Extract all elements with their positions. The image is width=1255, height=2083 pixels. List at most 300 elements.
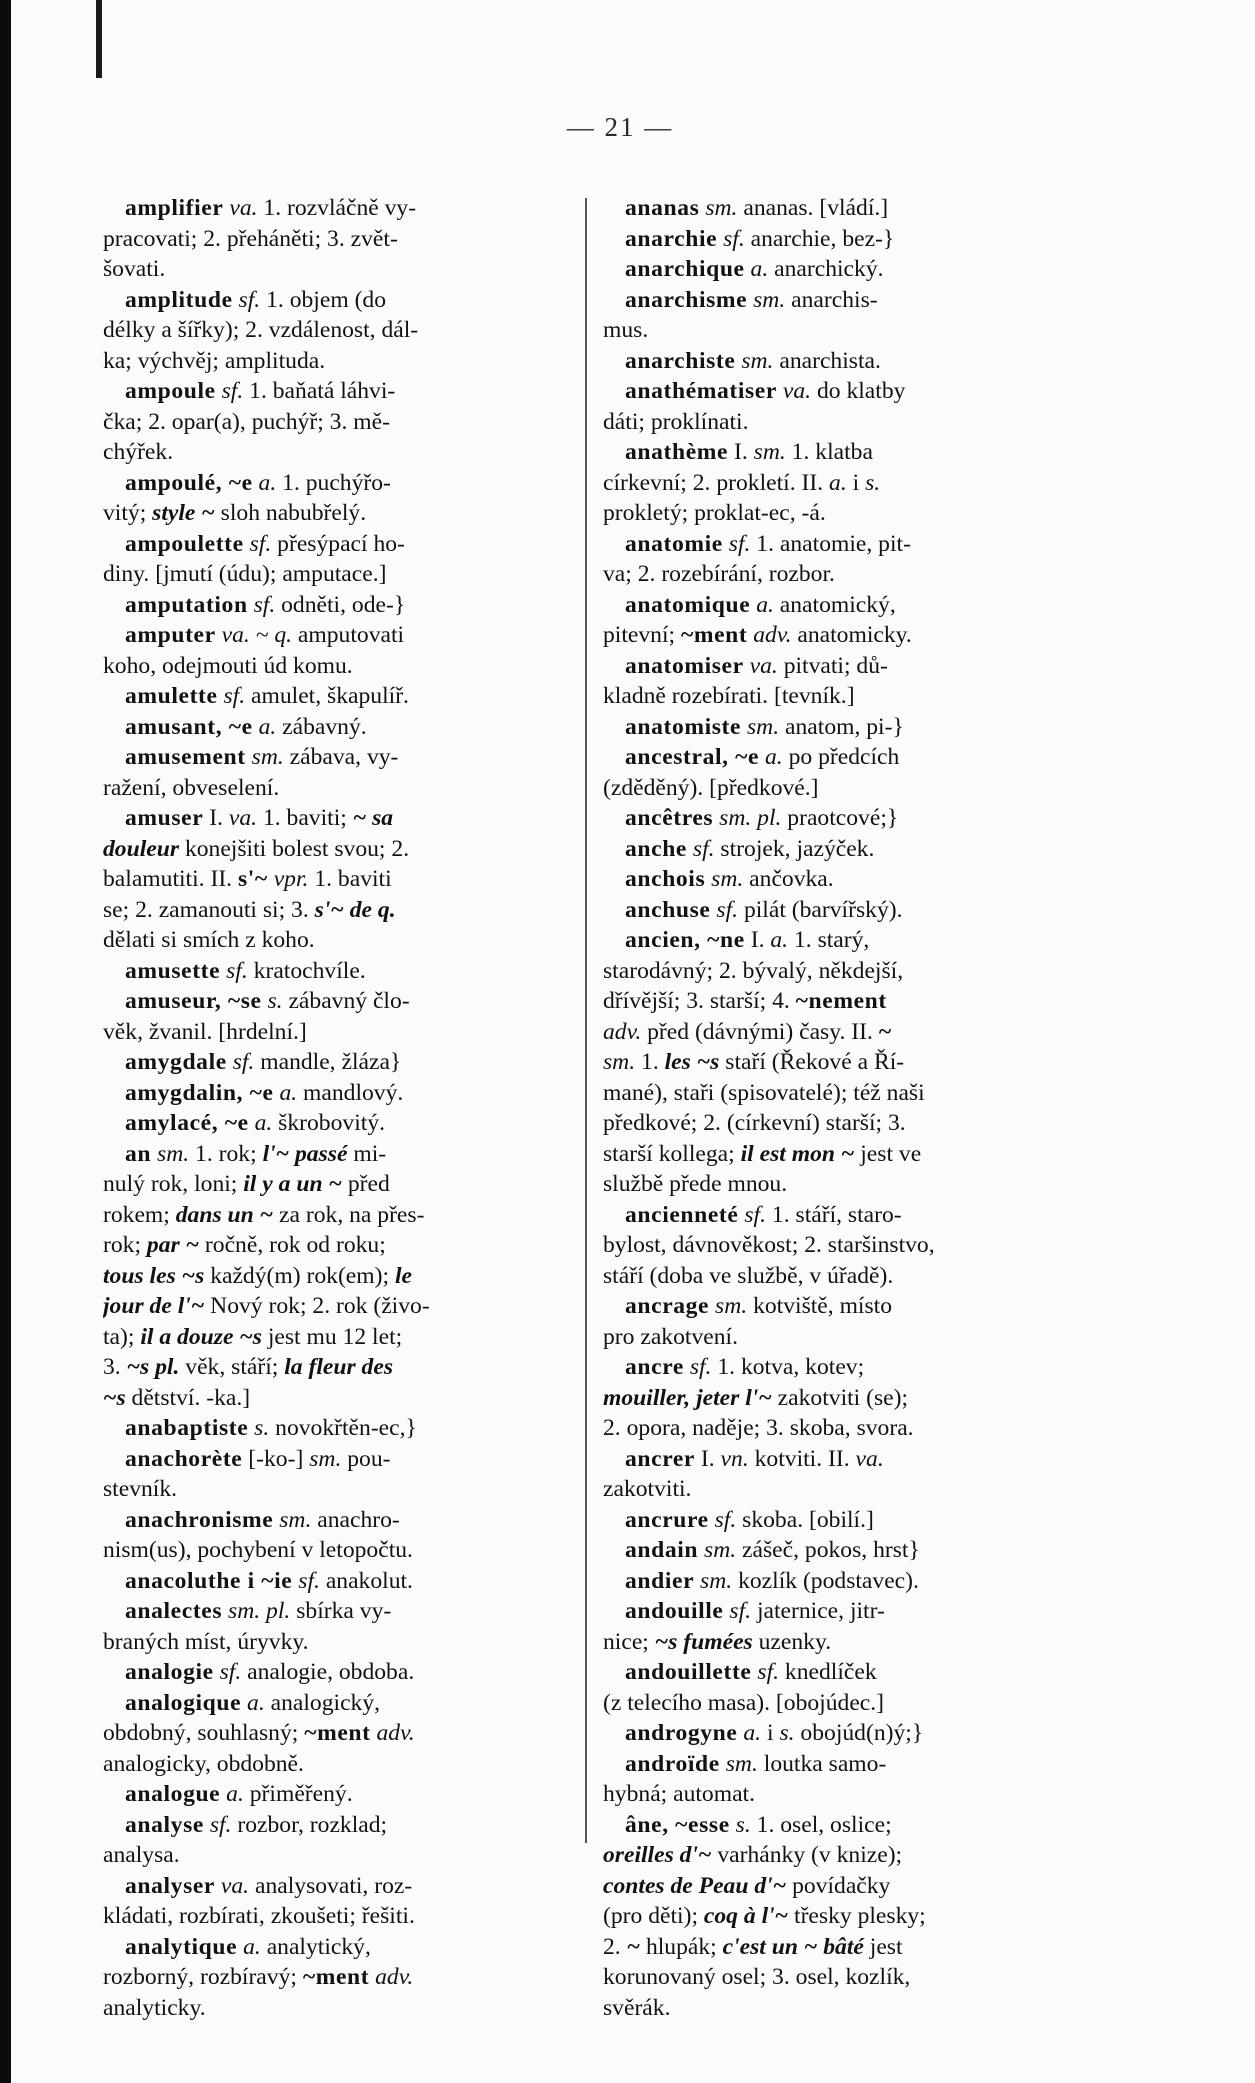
headword: androïde — [625, 1750, 720, 1777]
definition-text: odněti, ode-} — [275, 591, 406, 618]
definition-text: každý(m) rok(em); — [204, 1262, 395, 1289]
definition-text: do klatby — [811, 378, 906, 404]
definition-text: (zděděný). [předkové.] — [603, 774, 819, 801]
grammar-label: sm. — [747, 286, 786, 313]
phrase: mouiller, jeter l'~ — [603, 1384, 772, 1411]
definition-text: věk, žvanil. [hrdelní.] — [103, 1018, 307, 1045]
entry-continuation-line — [603, 407, 1049, 438]
grammar-label: a. — [220, 1781, 244, 1807]
definition-text: zábava, vy- — [283, 744, 399, 770]
entry-line — [603, 651, 1049, 682]
left-column — [103, 193, 549, 2023]
entry-continuation-line — [103, 864, 549, 895]
grammar-label: sf. — [723, 1598, 752, 1624]
grammar-label: adv. — [370, 1720, 415, 1746]
grammar-label: s. — [865, 469, 881, 496]
headword: amuseur, ~se — [125, 988, 262, 1014]
entry-continuation-line — [603, 1474, 1049, 1505]
definition-text: dětství. -ka.] — [125, 1384, 251, 1411]
definition-text: analytický, — [260, 1933, 371, 1960]
entry-line — [603, 254, 1049, 285]
grammar-label: sm. pl. — [713, 805, 782, 831]
headword: anatomique — [625, 591, 751, 618]
entry-line — [103, 742, 549, 773]
definition-text: loutka samo- — [757, 1750, 887, 1777]
definition-text: I. — [744, 927, 771, 953]
grammar-label: sf. — [292, 1567, 320, 1594]
entry-line — [603, 864, 1049, 895]
definition-text: dřívější; 3. starší; 4. — [603, 988, 796, 1014]
definition-text: rok; — [103, 1232, 147, 1258]
definition-text: analysa. — [103, 1842, 180, 1868]
definition-text: koho, odejmouti úd komu. — [103, 652, 353, 679]
grammar-label: sm. — [273, 1506, 312, 1533]
entry-continuation-line — [103, 773, 549, 804]
entry-continuation-line — [103, 1535, 549, 1566]
grammar-label: adv. — [369, 1964, 414, 1990]
definition-text: pou- — [341, 1445, 391, 1472]
definition-text: analogie, obdoba. — [241, 1659, 415, 1685]
grammar-label: sf. — [686, 835, 715, 862]
definition-text: ročně, rok od roku; — [199, 1232, 386, 1258]
entry-line — [603, 1596, 1049, 1627]
headword: andain — [625, 1537, 699, 1563]
definition-text: čka; 2. opar(a), puchýř; 3. mě- — [103, 408, 390, 435]
headword: amplitude — [125, 286, 233, 313]
entry-line — [603, 1291, 1049, 1322]
definition-text: 1. baňatá láhvi- — [243, 378, 396, 404]
definition-text: zábavný. — [276, 713, 367, 740]
entry-continuation-line — [603, 1169, 1049, 1200]
grammar-label: a. — [737, 1720, 762, 1746]
definition-text: starodávný; 2. bývalý, někdejší, — [603, 957, 904, 984]
definition-text: po předcích — [782, 744, 900, 770]
definition-text: přiměřený. — [243, 1781, 353, 1807]
definition-text: pro zakotvení. — [603, 1323, 738, 1350]
definition-text: sloh nabubřelý. — [214, 500, 367, 526]
headword: ancienneté — [625, 1201, 739, 1228]
headword: ~ment — [304, 1720, 371, 1746]
definition-text: ta); — [103, 1323, 141, 1350]
entry-line — [603, 803, 1049, 834]
entry-line — [603, 1718, 1049, 1749]
grammar-label: sf. — [738, 1201, 767, 1228]
definition-text: službě přede mnou. — [603, 1171, 788, 1197]
definition-text: chýřek. — [103, 439, 174, 465]
entry-line — [103, 590, 549, 621]
grammar-label: sm. — [698, 1537, 737, 1563]
entry-continuation-line — [103, 1017, 549, 1048]
headword: analyser — [125, 1872, 215, 1899]
headword: andouille — [625, 1598, 724, 1624]
phrase: ~ — [626, 1933, 641, 1960]
definition-text: třesky plesky; — [788, 1903, 926, 1929]
entry-line — [603, 193, 1049, 224]
entry-line — [603, 712, 1049, 743]
entry-continuation-line — [603, 1139, 1049, 1170]
definition-text: (pro děti); — [603, 1903, 704, 1929]
headword: anchuse — [625, 896, 711, 923]
grammar-label: vpr. — [267, 866, 309, 892]
definition-text: uzenky. — [752, 1628, 832, 1655]
definition-text: 3. — [103, 1354, 127, 1380]
entry-line — [103, 681, 549, 712]
entry-line — [603, 1535, 1049, 1566]
entry-continuation-line — [603, 1413, 1049, 1444]
headword: ancien, ~ne — [625, 927, 745, 953]
definition-text: 1. rok; — [189, 1140, 263, 1167]
grammar-label: sm. — [694, 1567, 733, 1594]
definition-text: kotviti. II. — [748, 1445, 856, 1472]
headword: ancrage — [625, 1293, 710, 1319]
grammar-label: sm. — [151, 1140, 190, 1167]
grammar-label: va. — [776, 378, 812, 404]
grammar-label: a. — [241, 1689, 265, 1716]
entry-line — [103, 1688, 549, 1719]
headword: anatomie — [625, 530, 723, 557]
definition-text: anatom, pi-} — [779, 713, 904, 740]
definition-text: 1. — [635, 1049, 665, 1075]
headword: ~ment — [302, 1964, 370, 1990]
definition-text: církevní; 2. prokletí. II. — [603, 469, 830, 496]
column-divider — [585, 198, 587, 1843]
definition-text: vitý; — [103, 500, 153, 526]
headword: anathème — [625, 439, 729, 465]
entry-continuation-line — [603, 681, 1049, 712]
entry-line — [103, 376, 549, 407]
definition-text: balamutiti. II. — [103, 866, 238, 892]
definition-text: svěrák. — [603, 1994, 671, 2021]
definition-text: analogický, — [264, 1689, 381, 1716]
headword: s'~ — [237, 866, 268, 892]
definition-text: stevník. — [103, 1476, 178, 1502]
definition-text: mané), staři (spisovatelé); též naši — [603, 1079, 925, 1106]
scan-mark — [96, 0, 102, 78]
definition-text: analyticky. — [103, 1994, 206, 2021]
headword: anathématiser — [625, 378, 777, 404]
definition-text: 1. objem (do — [260, 286, 387, 313]
entry-continuation-line — [603, 1932, 1049, 1963]
grammar-label: sm. pl. — [222, 1598, 291, 1624]
headword: ancestral, ~e — [625, 744, 760, 770]
headword: anarchie — [625, 225, 718, 252]
headword: amygdalin, ~e — [125, 1079, 274, 1106]
definition-text: zakotviti (se); — [771, 1384, 909, 1411]
grammar-label: sm. — [709, 1293, 748, 1319]
definition-text: ančovka. — [743, 866, 834, 892]
headword: ~ — [878, 1018, 892, 1045]
headword: androgyne — [625, 1720, 738, 1746]
definition-text: před (dávnými) časy. II. — [641, 1018, 879, 1045]
entry-continuation-line — [103, 1901, 549, 1932]
entry-line — [103, 620, 549, 651]
definition-text: skoba. [obilí.] — [736, 1506, 874, 1533]
headword: anchois — [625, 866, 706, 892]
page-number: — 21 — — [566, 112, 674, 142]
grammar-label: sm. — [309, 1445, 342, 1472]
definition-text: 1. klatba — [785, 439, 873, 465]
entry-continuation-line — [103, 1261, 549, 1292]
definition-text: 1. starý, — [788, 927, 870, 953]
entry-continuation-line — [103, 1200, 549, 1231]
headword: amusement — [125, 744, 246, 770]
definition-text: anatomicky. — [791, 622, 912, 648]
definition-text: anachro- — [311, 1506, 400, 1533]
headword: analogique — [125, 1689, 242, 1716]
definition-text: amulet, škapulíř. — [245, 683, 409, 709]
entry-line — [103, 803, 549, 834]
definition-text: 1. anatomie, pit- — [750, 530, 911, 557]
grammar-label: sf. — [717, 225, 745, 252]
entry-continuation-line — [603, 1840, 1049, 1871]
definition-text: před — [341, 1171, 390, 1197]
definition-text: dáti; proklínati. — [603, 408, 749, 435]
entry-continuation-line — [103, 1352, 549, 1383]
entry-line — [103, 468, 549, 499]
entry-continuation-line — [103, 346, 549, 377]
definition-text: I. — [694, 1445, 721, 1472]
definition-text: rozborný, rozbíravý; — [103, 1964, 303, 1990]
entry-line — [103, 712, 549, 743]
grammar-label: sf. — [247, 591, 276, 618]
entry-continuation-line — [603, 559, 1049, 590]
grammar-label: a. — [750, 591, 774, 618]
definition-text: jest — [863, 1933, 903, 1960]
headword: anachorète — [125, 1445, 243, 1472]
entry-line — [603, 1200, 1049, 1231]
entry-continuation-line — [603, 1230, 1049, 1261]
headword: anachronisme — [125, 1506, 274, 1533]
definition-text: kratochvíle. — [247, 957, 366, 984]
entry-continuation-line — [103, 559, 549, 590]
grammar-label: sm. — [753, 439, 786, 465]
entry-line — [603, 590, 1049, 621]
definition-text: škrobovitý. — [272, 1110, 386, 1136]
definition-text: pitvati; dů- — [777, 652, 888, 679]
entry-continuation-line — [603, 1688, 1049, 1719]
headword: amusette — [125, 957, 221, 984]
definition-text: i — [761, 1720, 780, 1746]
definition-text: anakolut. — [319, 1567, 413, 1594]
entry-line — [103, 1139, 549, 1170]
grammar-label: adv. — [603, 1018, 642, 1045]
definition-text: Nový rok; 2. rok (živo- — [204, 1293, 430, 1319]
entry-continuation-line — [103, 1962, 549, 1993]
entry-continuation-line — [103, 407, 549, 438]
definition-text: strojek, jazýček. — [714, 835, 875, 862]
headword: an — [125, 1140, 152, 1167]
grammar-label: adv. — [747, 622, 792, 648]
headword: anarchisme — [625, 286, 748, 313]
phrase: par ~ — [146, 1232, 200, 1258]
headword: amputer — [125, 622, 216, 648]
headword: ~ment — [680, 622, 748, 648]
definition-text: diny. [jmutí (údu); amputace.] — [103, 561, 387, 587]
definition-text: hlupák; — [640, 1933, 723, 1960]
grammar-label: vn. — [720, 1445, 749, 1472]
definition-text: 2. opora, naděje; 3. skoba, svora. — [603, 1415, 914, 1441]
definition-text: kladně rozebírati. [tevník.] — [603, 683, 855, 709]
entry-continuation-line — [103, 254, 549, 285]
definition-text: se; 2. zamanouti si; 3. — [103, 896, 315, 923]
definition-text: varhánky (v knize); — [711, 1842, 903, 1868]
headword: analogue — [125, 1781, 221, 1807]
grammar-label: a. — [237, 1933, 261, 1960]
entry-continuation-line — [603, 956, 1049, 987]
entry-continuation-line — [103, 1749, 549, 1780]
entry-line — [603, 529, 1049, 560]
definition-text: zášeč, pokos, hrst} — [736, 1537, 920, 1563]
entry-line — [103, 1078, 549, 1109]
definition-text: ka; výchvěj; amplituda. — [103, 347, 326, 374]
grammar-label: va. — [228, 805, 258, 831]
grammar-label: s. — [248, 1415, 270, 1441]
grammar-label: va. ~ q. — [215, 622, 293, 648]
grammar-label: sf. — [215, 378, 244, 404]
definition-text: ananas. [vládí.] — [737, 195, 889, 221]
headword: anarchique — [625, 256, 745, 282]
definition-text: šovati. — [103, 256, 166, 282]
definition-text: analogicky, obdobně. — [103, 1750, 304, 1777]
definition-text: anarchický. — [768, 256, 884, 282]
entry-continuation-line — [103, 834, 549, 865]
definition-text: 1. baviti — [308, 866, 392, 892]
headword: ancrer — [625, 1445, 695, 1472]
entry-continuation-line — [103, 498, 549, 529]
headword: ancrure — [625, 1506, 709, 1533]
grammar-label: a. — [744, 256, 769, 282]
entry-continuation-line — [103, 925, 549, 956]
definition-text: (z telecího masa). [obojúdec.] — [603, 1689, 885, 1716]
phrase: il a douze ~s — [140, 1323, 262, 1350]
headword: andier — [625, 1567, 695, 1594]
headword: ampoulette — [125, 530, 244, 557]
entry-line — [603, 346, 1049, 377]
definition-text: knedlíček — [779, 1659, 877, 1685]
entry-line — [603, 224, 1049, 255]
definition-text: amputovati — [292, 622, 405, 648]
headword: ananas — [625, 195, 700, 221]
grammar-label: sf. — [217, 683, 246, 709]
entry-line — [103, 1413, 549, 1444]
entry-continuation-line — [603, 468, 1049, 499]
entry-line — [603, 1566, 1049, 1597]
entry-continuation-line — [603, 498, 1049, 529]
grammar-label: a. — [770, 927, 789, 953]
grammar-label: a. — [273, 1079, 298, 1106]
definition-text: zábavný člo- — [282, 988, 410, 1014]
definition-text: bylost, dávnověkost; 2. staršinstvo, — [603, 1232, 935, 1258]
grammar-label: sm. — [245, 744, 284, 770]
grammar-label: s. — [261, 988, 283, 1014]
entry-continuation-line — [103, 1291, 549, 1322]
definition-text: mi- — [347, 1140, 387, 1167]
phrase: dans un ~ — [175, 1201, 274, 1228]
definition-text: korunovaný osel; 3. osel, kozlík, — [603, 1964, 911, 1990]
phrase: coq à l'~ — [703, 1903, 789, 1929]
entry-continuation-line — [603, 1261, 1049, 1292]
definition-text: nism(us), pochybení v letopočtu. — [103, 1537, 413, 1563]
entry-continuation-line — [603, 620, 1049, 651]
definition-text: I. — [203, 805, 229, 831]
phrase: c'est un ~ bâté — [722, 1933, 864, 1960]
entry-continuation-line — [603, 1047, 1049, 1078]
grammar-label: sm. — [705, 866, 744, 892]
entry-line — [603, 1444, 1049, 1475]
definition-text: jaternice, jitr- — [751, 1598, 885, 1624]
headword: âne, ~esse — [625, 1811, 730, 1838]
phrase: le — [394, 1262, 412, 1289]
phrase: s'~ de q. — [314, 896, 396, 923]
headword: amplifier — [125, 195, 224, 221]
headword: ~nement — [795, 988, 887, 1014]
definition-text: anatomický, — [773, 591, 896, 618]
entry-line — [103, 1108, 549, 1139]
headword: analectes — [125, 1598, 223, 1624]
entry-continuation-line — [603, 1108, 1049, 1139]
entry-line — [103, 1810, 549, 1841]
entry-continuation-line — [603, 1017, 1049, 1048]
grammar-label: s. — [779, 1720, 795, 1746]
definition-text: I. — [728, 439, 754, 465]
grammar-label: sf. — [243, 530, 272, 557]
entry-line — [603, 925, 1049, 956]
entry-continuation-line — [103, 1383, 549, 1414]
definition-text: analysovati, roz- — [249, 1872, 413, 1899]
definition-text: přesýpací ho- — [271, 530, 405, 557]
entry-line — [603, 1810, 1049, 1841]
definition-text: za rok, na přes- — [273, 1201, 425, 1228]
definition-text: rokem; — [103, 1201, 176, 1228]
headword: anatomiser — [625, 652, 744, 679]
entry-continuation-line — [103, 1230, 549, 1261]
entry-line — [603, 834, 1049, 865]
definition-text: braných míst, úryvky. — [103, 1628, 309, 1655]
definition-text: 1. baviti; — [257, 805, 353, 831]
phrase: les ~s — [664, 1049, 720, 1075]
phrase: oreilles d'~ — [603, 1842, 712, 1868]
headword: amulette — [125, 683, 218, 709]
definition-text: staří (Řekové a Ří- — [719, 1049, 905, 1075]
entry-continuation-line — [603, 1383, 1049, 1414]
headword: ancêtres — [625, 805, 714, 831]
grammar-label: a. — [829, 469, 847, 496]
definition-text: [-ko-] — [242, 1445, 310, 1472]
headword: andouillette — [625, 1659, 752, 1685]
grammar-label: sf. — [213, 1659, 242, 1685]
definition-text: i — [846, 469, 866, 496]
entry-line — [103, 1871, 549, 1902]
headword: ampoule — [125, 378, 216, 404]
definition-text: anarchie, bez-} — [744, 225, 895, 252]
headword: amuser — [125, 805, 204, 831]
headword: ampoulé, ~e — [125, 469, 253, 496]
entry-continuation-line — [603, 1993, 1049, 2024]
phrase: ~ sa — [352, 805, 394, 831]
definition-text: délky a šířky); 2. vzdálenost, dál- — [103, 317, 419, 343]
entry-line — [103, 1505, 549, 1536]
grammar-label: sf. — [722, 530, 751, 557]
phrase: la fleur des — [284, 1354, 394, 1380]
entry-line — [103, 956, 549, 987]
entry-continuation-line — [603, 1962, 1049, 1993]
entry-continuation-line — [603, 1627, 1049, 1658]
entry-continuation-line — [103, 1474, 549, 1505]
right-column — [603, 193, 1049, 2023]
entry-line — [103, 193, 549, 224]
definition-text: anarchista. — [773, 347, 881, 374]
definition-text: předkové; 2. (církevní) starší; 3. — [603, 1110, 906, 1136]
